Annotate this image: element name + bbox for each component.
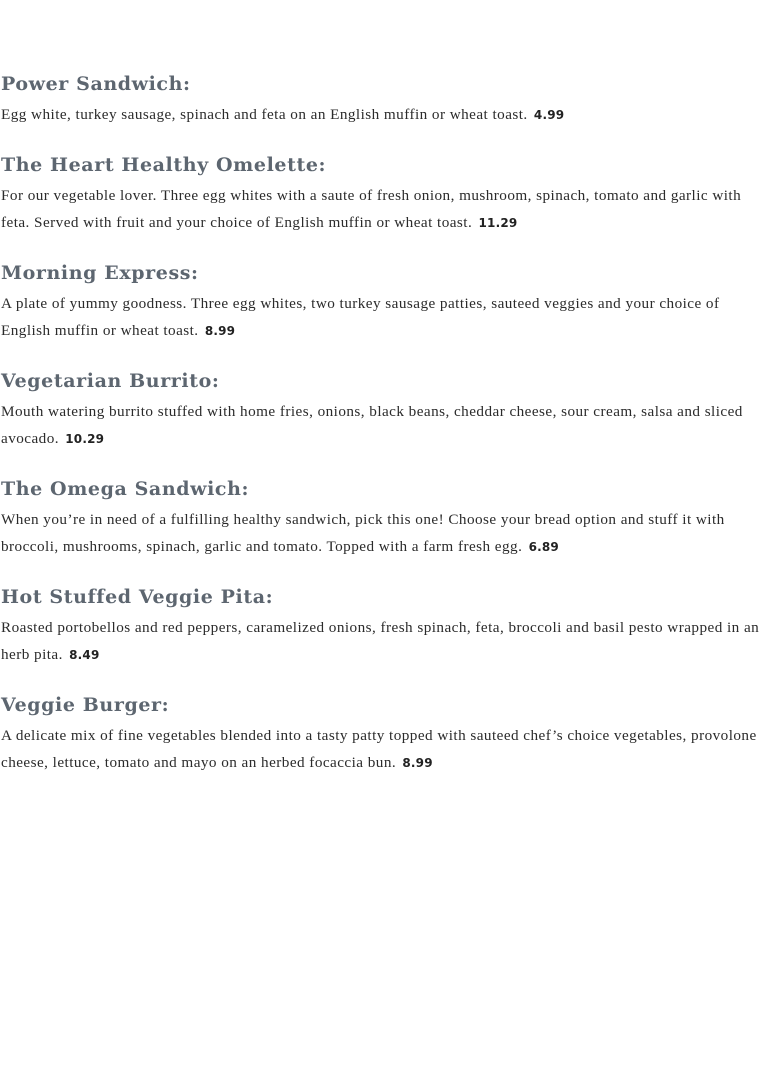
menu-item-description-text: Egg white, turkey sausage, spinach and feta on an English muffin or wheat toast. bbox=[1, 106, 528, 123]
menu-item-omega-sandwich bbox=[1, 475, 769, 562]
menu-item-title: Morning Express: bbox=[1, 261, 199, 284]
menu-item-price: 6.89 bbox=[528, 540, 559, 554]
menu-item-description bbox=[1, 506, 769, 562]
menu-item-price: 10.29 bbox=[65, 432, 105, 446]
menu-item-description-text: For our vegetable lover. Three egg whites with a saute of fresh onion, mushroom, spinach, tomato and garlic with feta. Served with fruit and your choice of English muffin or wheat toast. bbox=[1, 186, 742, 231]
menu-item-description-text: A delicate mix of fine vegetables blended into a tasty patty topped with sauteed chef’s choice vegetables, provolone cheese, lettuce, tomato and mayo on an herbed focaccia bun. bbox=[1, 726, 757, 771]
menu-item-title: Veggie Burger: bbox=[1, 693, 170, 716]
menu-item-description bbox=[1, 101, 769, 130]
menu-item-price: 8.49 bbox=[69, 648, 100, 662]
menu-item-price: 11.29 bbox=[478, 216, 518, 230]
menu-item-description bbox=[1, 290, 769, 346]
menu-list bbox=[1, 70, 769, 799]
menu-item-description bbox=[1, 722, 769, 778]
menu-item-title: Hot Stuffed Veggie Pita: bbox=[1, 585, 274, 608]
menu-item-hot-stuffed-veggie-pita bbox=[1, 583, 769, 670]
menu-item-description bbox=[1, 398, 769, 454]
menu-item-description bbox=[1, 182, 769, 238]
menu-item-description-text: When you’re in need of a fulfilling healthy sandwich, pick this one! Choose your bread option and stuff it with broccoli, mushrooms, spinach, garlic and tomato. Topped with a farm fresh egg. bbox=[1, 510, 725, 555]
menu-item-description-text: Roasted portobellos and red peppers, caramelized onions, fresh spinach, feta, broccoli and basil pesto wrapped in an herb pita. bbox=[1, 618, 760, 663]
menu-item-description bbox=[1, 614, 769, 670]
menu-item-heart-healthy-omelette bbox=[1, 151, 769, 238]
menu-item-title: The Heart Healthy Omelette: bbox=[1, 153, 327, 176]
menu-item-price: 4.99 bbox=[533, 108, 565, 122]
menu-item-morning-express bbox=[1, 259, 769, 346]
menu-item-title: The Omega Sandwich: bbox=[1, 477, 250, 500]
menu-item-price: 8.99 bbox=[204, 324, 236, 338]
menu-item-veggie-burger bbox=[1, 691, 769, 778]
menu-item-description-text: Mouth watering burrito stuffed with home fries, onions, black beans, cheddar cheese, sour cream, salsa and sliced avocado. bbox=[1, 402, 743, 447]
menu-item-price: 8.99 bbox=[402, 756, 433, 770]
menu-item-power-sandwich bbox=[1, 70, 769, 130]
menu-item-vegetarian-burrito bbox=[1, 367, 769, 454]
menu-item-title: Power Sandwich: bbox=[1, 73, 191, 95]
menu-item-description-text: A plate of yummy goodness. Three egg whites, two turkey sausage patties, sauteed veggies and your choice of English muffin or wheat toast. bbox=[1, 294, 720, 339]
menu-item-title: Vegetarian Burrito: bbox=[1, 369, 220, 392]
